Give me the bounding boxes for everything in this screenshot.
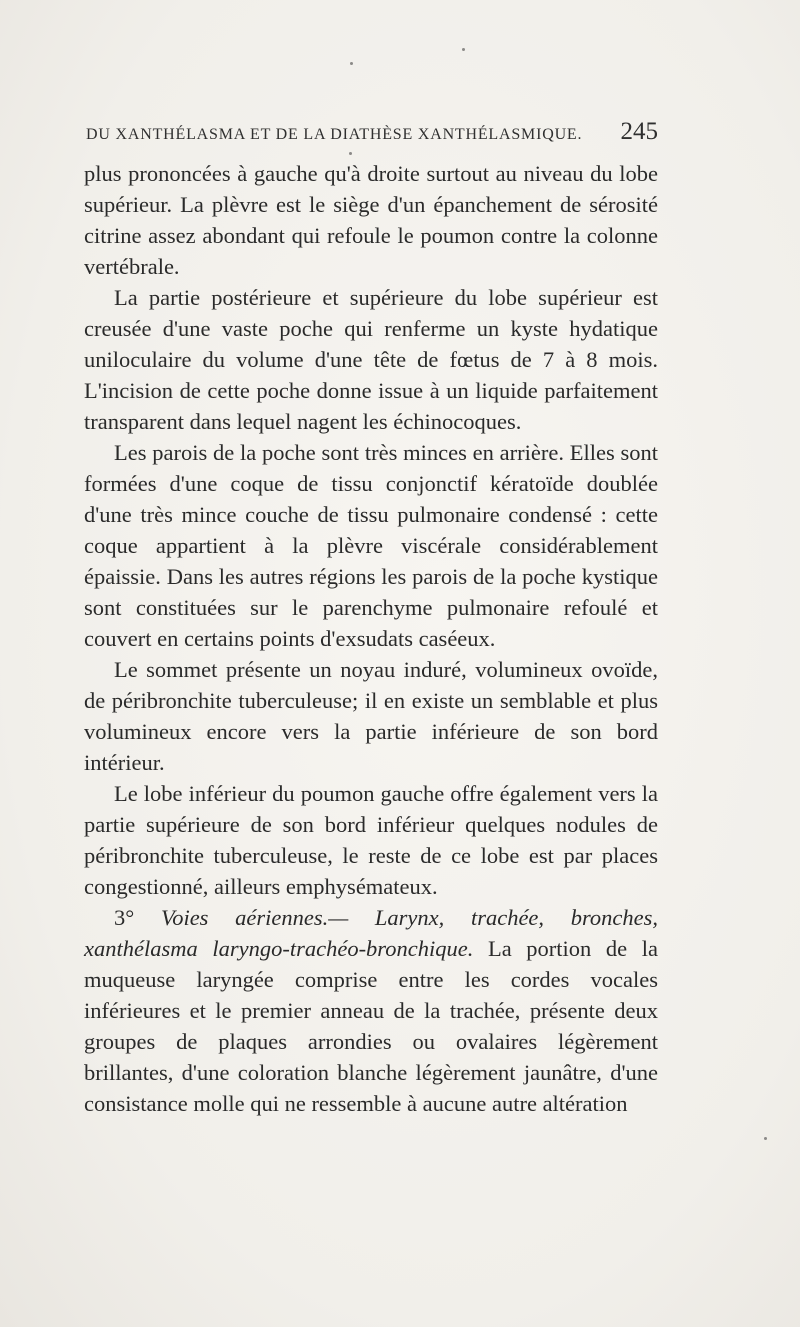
- paragraph-2: La partie postérieure et supérieure du lobe supérieur est creusée d'une vaste poche qui renferme un kyste hydatique uniloculaire du volume d'une tête de fœtus de 7 à 8 mois. L'incision de cette poche donne issue à un liquide parfaitement transparent dans lequel nagent les échinocoques.: [84, 285, 658, 434]
- paragraph-4: Le sommet présente un noyau induré, volumineux ovoïde, de péribronchite tuberculeuse; il en existe un semblable et plus volumineux encore vers la partie inférieure de son bord intérieur.: [84, 657, 658, 775]
- paper-speck: [462, 48, 465, 51]
- paper-speck: [764, 1137, 767, 1140]
- section-text: La portion de la muqueuse laryngée comprise entre les cordes vocales inférieures et le premier anneau de la trachée, présente deux groupes de plaques arrondies ou ovalaires légèrement brillantes, d'une coloration blanche légèrement jaunâtre, d'une consistance molle qui ne ressemble à aucune autre altération: [84, 936, 658, 1116]
- paper-speck: [350, 62, 353, 65]
- paragraph-3: Les parois de la poche sont très minces en arrière. Elles sont formées d'une coque de tissu conjonctif kératoïde doublée d'une très mince couche de tissu pulmonaire condensé : cette coque appartient à la plèvre viscérale considérablement épaissie. Dans les autres régions les parois de la poche kystique sont constituées sur le parenchyme pulmonaire refoulé et couvert en certains points d'exsudats caséeux.: [84, 440, 658, 651]
- running-title: DU XANTHÉLASMA ET DE LA DIATHÈSE XANTHÉLASMIQUE.: [86, 126, 583, 143]
- running-head: [86, 118, 658, 148]
- paragraph-1: plus prononcées à gauche qu'à droite surtout au niveau du lobe supérieur. La plèvre est le siège d'un épanchement de sérosité citrine assez abondant qui refoule le poumon contre la colonne vertébrale.: [84, 161, 658, 279]
- paragraph-5: Le lobe inférieur du poumon gauche offre également vers la partie supérieure de son bord inférieur quelques nodules de péribronchite tuberculeuse, le reste de ce lobe est par places congestionné, ailleurs emphysémateux.: [84, 781, 658, 899]
- body-text: [84, 158, 658, 1119]
- page-number: 245: [620, 118, 658, 145]
- paragraph-6: [84, 902, 658, 1119]
- section-heading: Voies aériennes.— Larynx, trachée, bronches, xanthélasma laryngo-trachéo-bronchique.: [84, 905, 658, 961]
- paper-speck: [349, 152, 352, 155]
- section-number: 3°: [114, 905, 135, 930]
